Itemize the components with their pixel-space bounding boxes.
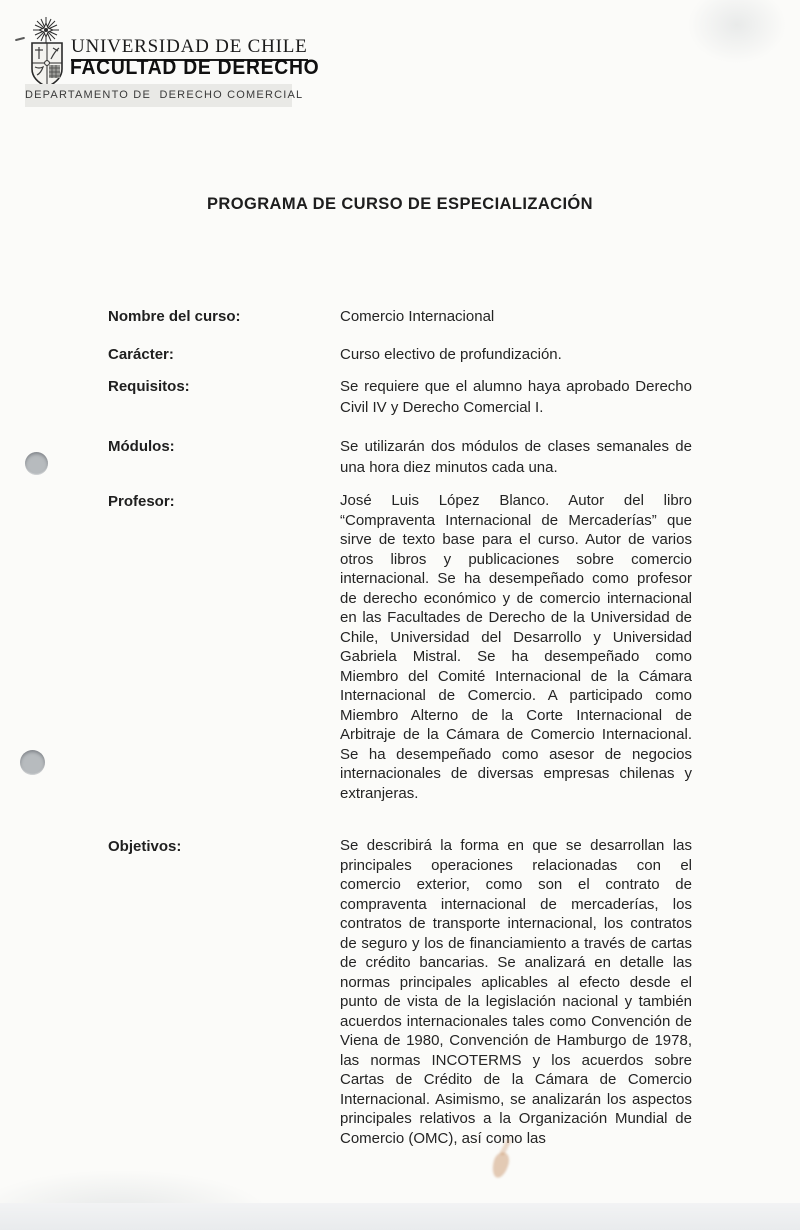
page-bottom-scan-shadow	[0, 1203, 800, 1230]
field-label-caracter: Carácter:	[108, 346, 174, 363]
department-banner: DEPARTAMENTO DE DERECHO COMERCIAL	[25, 84, 292, 107]
coffee-stain	[490, 1150, 512, 1179]
document-title: PROGRAMA DE CURSO DE ESPECIALIZACIÓN	[207, 195, 593, 213]
university-coat-of-arms-icon	[24, 16, 72, 90]
field-label-profesor: Profesor:	[108, 493, 175, 510]
punch-hole-top	[25, 452, 48, 475]
punch-hole-bottom	[20, 750, 45, 775]
field-value-modulos: Se utilizarán dos módulos de clases semanales de una hora diez minutos cada una.	[340, 438, 692, 476]
faculty-name: FACULTAD DE DERECHO	[70, 56, 320, 79]
field-value-objetivos: Se describirá la forma en que se desarrollan las principales operaciones relacionadas con el comercio exterior, como son el contrato de compraventa internacional de mercaderías, los contratos de transporte internacional, los contratos de seguro y los de financiamiento a través de cartas de crédito bancarias. Se analizará en detalle las normas principales aplicables al efecto desde el punto de vista de la legislación nacional y también acuerdos internacionales tales como Convención de Viena de 1980, Convención de Hamburgo de 1978, las normas INCOTERMS y los acuerdos sobre Cartas de Crédito de la Cámara de Comercio Internacional. Asimismo, se analizarán los aspectos principales relativos a la Organización Mundial de Comercio (OMC), así como las	[340, 837, 692, 1147]
field-label-nombre-del-curso: Nombre del curso:	[108, 308, 241, 325]
field-value-nombre-del-curso: Comercio Internacional	[340, 308, 495, 325]
field-value-profesor: José Luis López Blanco. Autor del libro “Compraventa Internacional de Mercaderías” que sirve de texto base para el curso. Autor de varios otros libros y publicaciones sobre comercio internacional. Se ha desempeñado como profesor de derecho económico y de comercio internacional en las Facultades de Derecho de la Universidad de Chile, Universidad del Desarrollo y Universidad Gabriela Mistral. Se ha desempeñado como Miembro del Comité Internacional de la Cámara Internacional de Comercio. A participado como Miembro Alterno de la Corte Internacional de Arbitraje de la Cámara de Comercio Internacional. Se ha desempeñado como asesor de negocios internacionales de diversas empresas chilenas y extranjeras.	[340, 492, 692, 802]
field-label-requisitos: Requisitos:	[108, 378, 190, 395]
field-value-requisitos: Se requiere que el alumno haya aprobado Derecho Civil IV y Derecho Comercial I.	[340, 378, 692, 416]
field-value-caracter: Curso electivo de profundización.	[340, 346, 562, 363]
field-label-modulos: Módulos:	[108, 438, 175, 455]
university-name: UNIVERSIDAD DE CHILE	[71, 36, 308, 61]
field-label-objetivos: Objetivos:	[108, 838, 182, 855]
